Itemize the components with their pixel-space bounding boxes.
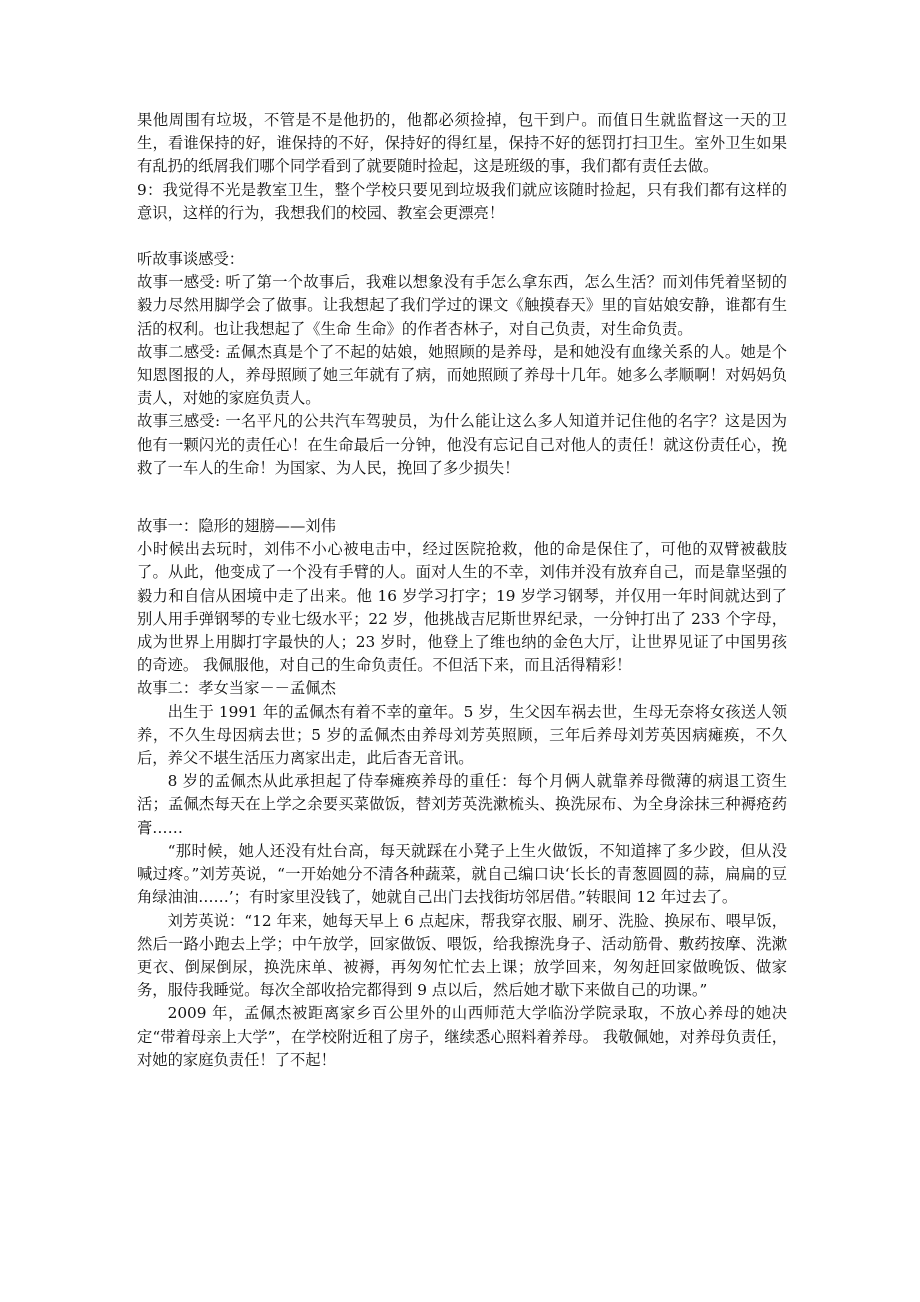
story2-paragraph: 2009 年，孟佩杰被距离家乡百公里外的山西师范大学临汾学院录取，不放心养母的她决定“带着母亲上大学”，在学校附近租了房子，继续悉心照料着养母。 我敬佩她，对养母负责任，对她的家庭负责任！了不起！ — [137, 1004, 787, 1069]
story2-paragraph: 刘芳英说：“12 年来，她每天早上 6 点起床，帮我穿衣服、刷牙、洗脸、换尿布、喂早饭，然后一路小跑去上学；中午放学，回家做饭、喂饭，给我擦洗身子、活动筋骨、敷药按摩、洗漱更衣、倒屎倒尿，换洗床单、被褥，再匆匆忙忙去上课；放学回来，匆匆赶回家做晚饭、做家务，服侍我睡觉。每次全部收拾完都得到 9 点以后，然后她才歇下来做自己的功课。” — [137, 911, 787, 1000]
intro-paragraph: 果他周围有垃圾，不管是不是他扔的，他都必须捡掉，包干到户。而值日生就监督这一天的卫生，看谁保持的好，谁保持的不好，保持好的得红星，保持不好的惩罚打扫卫生。室外卫生如果有乱扔的纸屑我们哪个同学看到了就要随时捡起，这是班级的事，我们都有责任去做。 — [137, 111, 787, 176]
story1-body: 小时候出去玩时，刘伟不小心被电击中，经过医院抢救，他的命是保住了，可他的双臂被截肢了。从此，他变成了一个没有手臂的人。面对人生的不幸，刘伟并没有放弃自己，而是靠坚强的毅力和自信从困境中走了出来。他 16 岁学习打字；19 岁学习钢琴，并仅用一年时间就达到了别人用手弹钢琴的专业七级水平；22 岁，他挑战吉尼斯世界纪录，一分钟打出了 233 个字母，成为世界上用脚打字最快的人；23 岁时，他登上了维也纳的金色大厅，让世界见证了中国男孩的奇迹。 我佩服他，对自己的生命负责任。不但活下来，而且活得精彩！ — [137, 540, 787, 675]
spacer — [137, 480, 787, 515]
feelings-heading: 听故事谈感受： — [137, 250, 245, 269]
story1-feeling: 故事一感受: 听了第一个故事后，我难以想象没有手怎么拿东西，怎么生活？而刘伟凭着坚韧的毅力尽然用脚学会了做事。让我想起了我们学过的课文《触摸春天》里的盲姑娘安静，谁都有生活的权利。也让我想起了《生命 生命》的作者杏林子，对自己负责，对生命负责。 — [137, 273, 787, 338]
spacer — [137, 225, 787, 248]
story2-feeling: 故事二感受: 孟佩杰真是个了不起的姑娘，她照顾的是养母，是和她没有血缘关系的人。她是个知恩图报的人，养母照顾了她三年就有了病，而她照顾了养母十几年。她多么孝顺啊！对妈妈负责人，对她的家庭负责人。 — [137, 342, 787, 408]
document-page — [137, 109, 787, 1072]
story1-title: 故事一：隐形的翅膀——刘伟 — [137, 517, 336, 536]
story3-feeling: 故事三感受: 一名平凡的公共汽车驾驶员，为什么能让这么多人知道并记住他的名字？这是因为他有一颗闪光的责任心！在生命最后一分钟，他没有忘记自己对他人的责任！就这份责任心，挽救了一车人的生命！为国家、为人民，挽回了多少损失！ — [137, 412, 787, 477]
story2-title: 故事二：孝女当家－－孟佩杰 — [137, 679, 336, 698]
intro-point-9: 9：我觉得不光是教室卫生，整个学校只要见到垃圾我们就应该随时捡起，只有我们都有这样的意识，这样的行为，我想我们的校园、教室会更漂亮！ — [137, 180, 787, 222]
story2-paragraph: 8 岁的孟佩杰从此承担起了侍奉瘫痪养母的重任：每个月俩人就靠养母微薄的病退工资生活；孟佩杰每天在上学之余要买菜做饭，替刘芳英洗漱梳头、换洗尿布、为全身涂抹三种褥疮药膏…… — [137, 772, 787, 837]
story2-paragraph: 出生于 1991 年的孟佩杰有着不幸的童年。5 岁，生父因车祸去世，生母无奈将女孩送人领养，不久生母因病去世；5 岁的孟佩杰由养母刘芳英照顾，三年后养母刘芳英因病瘫痪，不久后，养父不堪生活压力离家出走，此后杳无音讯。 — [137, 702, 787, 768]
story2-paragraph: “那时候，她人还没有灶台高，每天就踩在小凳子上生火做饭，不知道摔了多少跤，但从没喊过疼。”刘芳英说，“一开始她分不清各种蔬菜，就自己编口诀‘长长的青葱圆圆的蒜，扁扁的豆角绿油油……’；有时家里没钱了，她就自己出门去找街坊邻居借。”转眼间 12 年过去了。 — [137, 841, 787, 907]
